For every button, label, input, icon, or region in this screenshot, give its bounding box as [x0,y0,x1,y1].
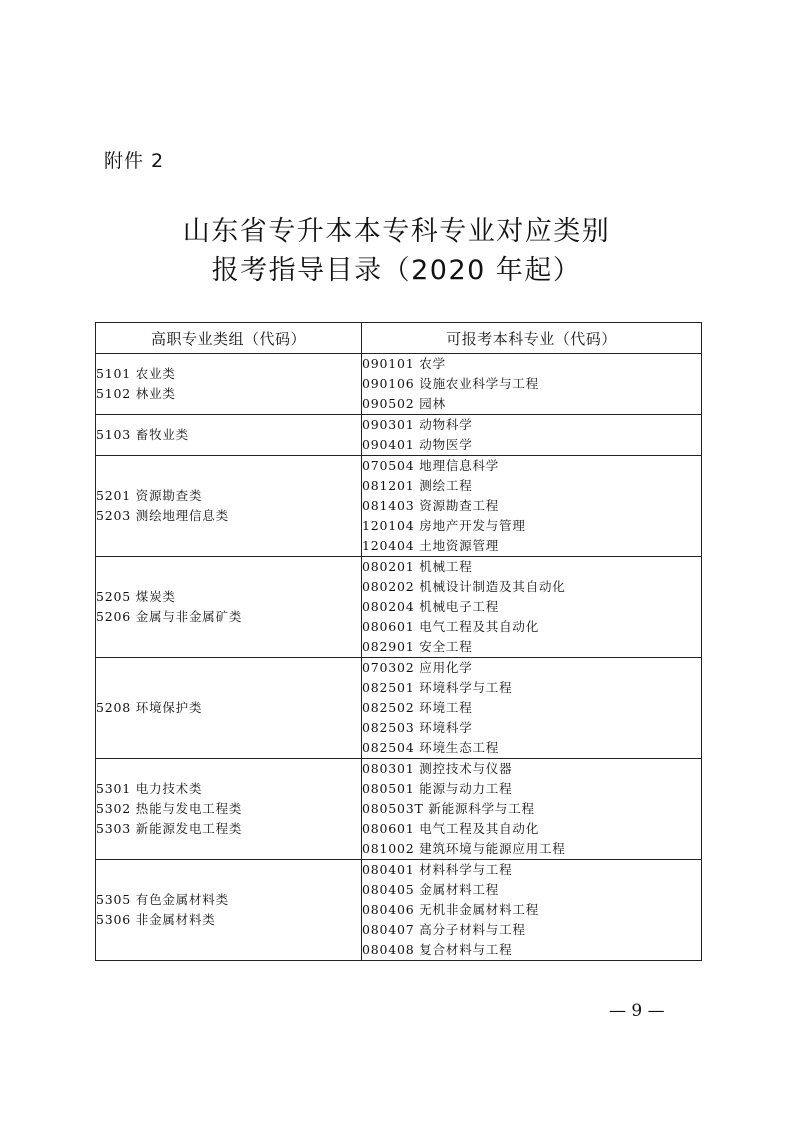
vocational-group-item: 5103 畜牧业类 [96,427,189,442]
undergraduate-major-item: 090101 农学 [362,356,446,371]
page-number: — 9 — [609,1001,665,1021]
undergraduate-major-item: 080601 电气工程及其自动化 [362,619,539,634]
undergraduate-major-item: 120104 房地产开发与管理 [362,518,526,533]
undergraduate-major-item: 090502 园林 [362,396,446,411]
undergraduate-major-item: 082504 环境生态工程 [362,740,500,755]
undergraduate-major-item: 090401 动物医学 [362,437,473,452]
undergraduate-major-item: 081002 建筑环境与能源应用工程 [362,841,566,856]
vocational-group-item: 5305 有色金属材料类 [96,892,229,907]
undergraduate-major-item: 080501 能源与动力工程 [362,781,513,796]
undergraduate-major-item: 080405 金属材料工程 [362,882,500,897]
undergraduate-major-item: 090301 动物科学 [362,417,473,432]
undergraduate-major-cell [362,354,702,415]
undergraduate-major-item: 080406 无机非金属材料工程 [362,902,539,917]
vocational-group-item: 5303 新能源发电工程类 [96,821,243,836]
undergraduate-major-item: 082501 环境科学与工程 [362,680,513,695]
vocational-group-item: 5301 电力技术类 [96,781,203,796]
vocational-group-cell [96,860,362,961]
undergraduate-major-cell [362,557,702,658]
vocational-group-cell [96,415,362,456]
vocational-group-item: 5203 测绘地理信息类 [96,508,229,523]
undergraduate-major-item: 080408 复合材料与工程 [362,942,513,957]
undergraduate-major-cell [362,759,702,860]
vocational-group-cell [96,759,362,860]
table-body [96,354,702,961]
vocational-group-item: 5306 非金属材料类 [96,912,216,927]
undergraduate-major-item: 080202 机械设计制造及其自动化 [362,579,566,594]
undergraduate-major-item: 070504 地理信息科学 [362,458,500,473]
undergraduate-major-item: 080201 机械工程 [362,559,473,574]
vocational-group-item: 5302 热能与发电工程类 [96,801,243,816]
undergraduate-major-item: 081201 测绘工程 [362,478,473,493]
undergraduate-major-item: 080503T 新能源科学与工程 [362,801,535,816]
header-undergraduate-major: 可报考本科专业（代码） [362,323,702,354]
table-header-row [96,323,702,354]
vocational-group-item: 5206 金属与非金属矿类 [96,609,243,624]
vocational-group-item: 5208 环境保护类 [96,700,203,715]
table-row [96,759,702,860]
undergraduate-major-item: 080601 电气工程及其自动化 [362,821,539,836]
undergraduate-major-cell [362,456,702,557]
table-row [96,415,702,456]
table-row [96,658,702,759]
undergraduate-major-item: 080401 材料科学与工程 [362,862,513,877]
major-catalog-table [95,322,702,961]
vocational-group-cell [96,557,362,658]
undergraduate-major-item: 090106 设施农业科学与工程 [362,376,539,391]
table-row [96,557,702,658]
undergraduate-major-item: 120404 土地资源管理 [362,538,500,553]
table-row [96,860,702,961]
vocational-group-cell [96,658,362,759]
undergraduate-major-cell [362,860,702,961]
document-title-line-2: 报考指导目录（2020 年起） [211,255,582,286]
vocational-group-item: 5205 煤炭类 [96,589,176,604]
table-row [96,456,702,557]
vocational-group-item: 5201 资源勘查类 [96,488,203,503]
table-row [96,354,702,415]
undergraduate-major-item: 080301 测控技术与仪器 [362,761,513,776]
undergraduate-major-item: 082901 安全工程 [362,639,473,654]
undergraduate-major-item: 070302 应用化学 [362,660,473,675]
undergraduate-major-item: 082503 环境科学 [362,720,473,735]
undergraduate-major-item: 080204 机械电子工程 [362,599,500,614]
vocational-group-cell [96,354,362,415]
vocational-group-item: 5102 林业类 [96,386,176,401]
undergraduate-major-cell [362,415,702,456]
header-vocational-group: 高职专业类组（代码） [96,323,362,354]
undergraduate-major-item: 081403 资源勘查工程 [362,498,500,513]
undergraduate-major-item: 080407 高分子材料与工程 [362,922,526,937]
attachment-label: 附件 2 [104,150,165,172]
vocational-group-item: 5101 农业类 [96,366,176,381]
vocational-group-cell [96,456,362,557]
undergraduate-major-cell [362,658,702,759]
document-title-line-1: 山东省专升本本专科专业对应类别 [182,216,611,247]
undergraduate-major-item: 082502 环境工程 [362,700,473,715]
